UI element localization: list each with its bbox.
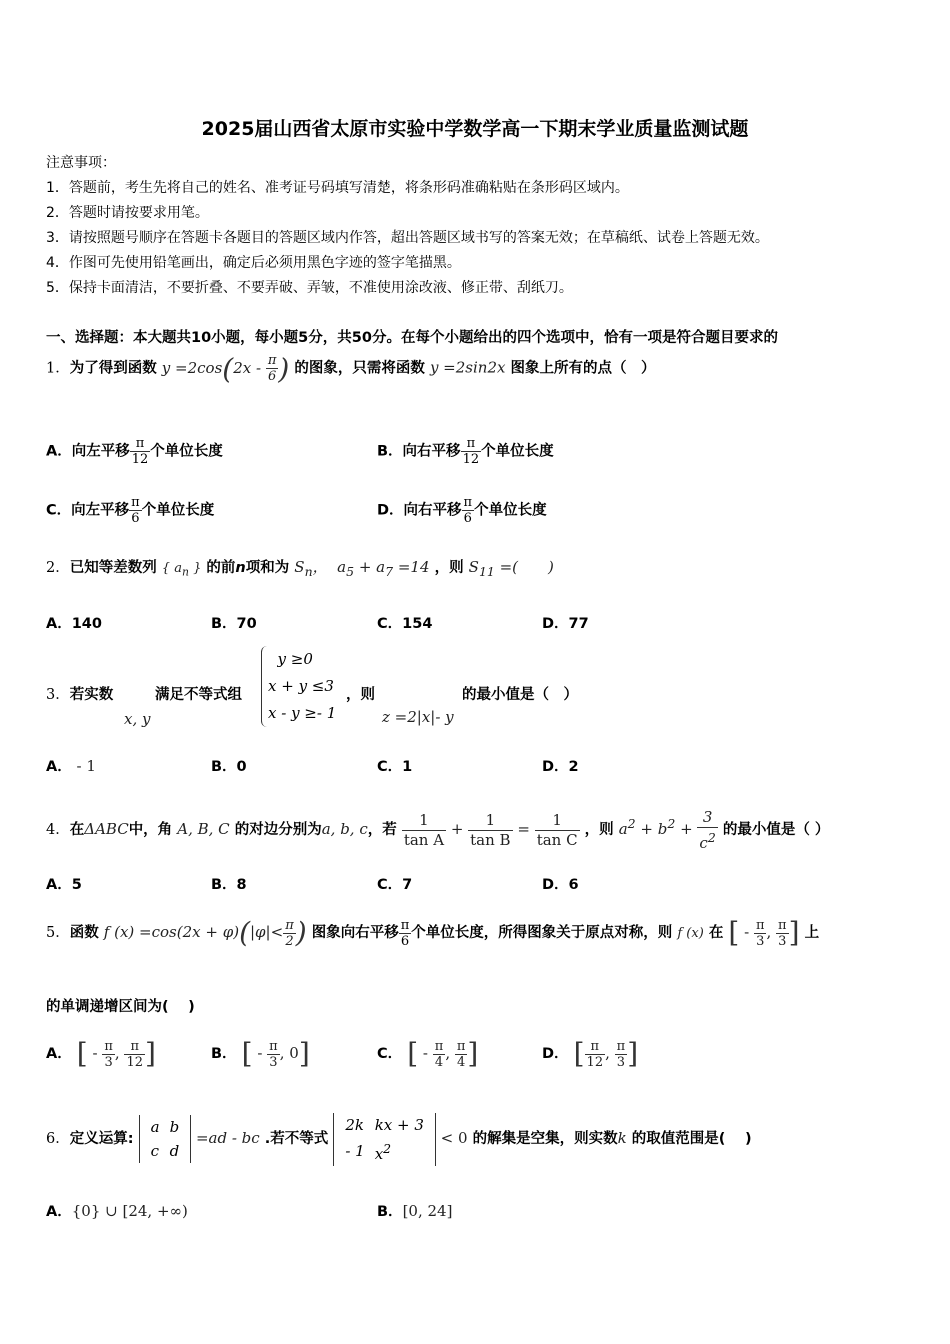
determinant: 2k kx + 3 - 1 $x^2$ xyxy=(333,1113,436,1166)
option-label: A． xyxy=(46,1204,72,1220)
option-label: D．向右平移 xyxy=(377,502,462,519)
question-text: ，若 xyxy=(367,822,397,838)
question-text: 在 xyxy=(69,822,85,838)
notes-heading: 注意事项： xyxy=(46,155,116,171)
question-text: 项和为 xyxy=(245,560,290,576)
option-c[interactable]: C．7 xyxy=(377,877,413,893)
question-number: 3． xyxy=(46,687,70,703)
option-text: 个单位长度 xyxy=(474,502,547,519)
formula: $\frac{1}{\text{tan A}}$ + $\frac{1}{\text{tan B}}$ = $\frac{1}{\text{tan C}}$ xyxy=(403,810,578,849)
formula: $S_n$， $a_5 + a_7 =14$ xyxy=(294,558,430,579)
question-text: 已知等差数列 xyxy=(69,560,157,576)
formula: $\frac{\pi}{6}$ xyxy=(400,917,410,949)
question-text: 的最小值是（ ） xyxy=(722,822,830,838)
question-number: 4． xyxy=(46,822,70,838)
question-2 xyxy=(46,556,554,579)
question-1 xyxy=(46,352,656,398)
question-text: n xyxy=(235,560,246,576)
question-text: 图象上所有的点（ ） xyxy=(510,360,656,377)
question-text: 的解集是空集，则实数 xyxy=(472,1131,618,1147)
question-3-text-a xyxy=(46,683,113,704)
formula: $\frac{\pi}{12}$ xyxy=(131,436,149,467)
question-text: 图象向右平移 xyxy=(311,925,399,941)
question-text: 为了得到函数 xyxy=(69,360,157,377)
option-d[interactable]: D． [ $\frac{\pi}{12}$ , $\frac{\pi}{3}$ ] xyxy=(542,1037,639,1070)
question-5 xyxy=(46,904,819,962)
question-text: 若实数 xyxy=(69,687,114,703)
formula: a, b, c xyxy=(321,820,368,838)
question-text: 个单位长度，所得图象关于原点对称，则 xyxy=(411,925,673,941)
option-c[interactable]: C．1 xyxy=(377,759,413,775)
option-d[interactable]: D．6 xyxy=(542,877,579,893)
question-text: .若不等式 xyxy=(264,1131,329,1147)
question-4 xyxy=(46,796,829,858)
formula: k xyxy=(617,1129,627,1147)
option-b[interactable] xyxy=(377,436,554,467)
formula: f (x) =cos(2x + φ)(|φ|< $\frac{\pi}{2}$ ) xyxy=(103,916,307,949)
option-label: A．向左平移 xyxy=(46,443,130,460)
question-text: 的前 xyxy=(206,560,236,576)
option-b[interactable]: B．0 xyxy=(211,759,247,775)
question-text: 满足不等式组 xyxy=(155,687,242,703)
option-label: D． xyxy=(542,1046,569,1062)
formula: $a^2 + b^2$ + $\frac{3}{c^2}$ xyxy=(618,807,716,852)
option-c[interactable] xyxy=(46,495,214,526)
question-text: 的图象，只需将函数 xyxy=(294,360,425,377)
note-item: 5．保持卡面清洁，不要折叠、不要弄破、弄皱，不准使用涂改液、修正带、刮纸刀。 xyxy=(46,280,573,296)
determinant: a b c d xyxy=(139,1115,192,1163)
option-a[interactable] xyxy=(46,436,223,467)
page-title: 2025届山西省太原市实验中学数学高一下期末学业质量监测试题 xyxy=(201,118,749,140)
formula: ΔABC xyxy=(84,820,129,838)
question-6 xyxy=(46,1112,752,1166)
option-label: C．向左平移 xyxy=(46,502,130,519)
option-a[interactable]: A．140 xyxy=(46,616,102,632)
question-text: ，则 xyxy=(346,687,375,703)
formula: < 0 xyxy=(435,1129,468,1147)
formula: z =2|x|- y xyxy=(382,708,454,726)
question-text: 函数 xyxy=(69,925,99,941)
note-item: 2．答题时请按要求用笔。 xyxy=(46,205,209,221)
option-a[interactable]: A．5 xyxy=(46,877,82,893)
question-text: 上 xyxy=(804,925,820,941)
question-number: 1． xyxy=(46,360,70,377)
question-text: 中，角 xyxy=(128,822,173,838)
option-a[interactable]: A．{0} ∪ [24, +∞) xyxy=(46,1202,188,1220)
option-b[interactable]: B．[0, 24] xyxy=(377,1202,453,1220)
question-text: ，则 xyxy=(434,560,464,576)
question-text: 的取值范围是( ) xyxy=(631,1131,752,1147)
section-heading: 一、选择题：本大题共10小题，每小题5分，共50分。在每个小题给出的四个选项中，恰有一项是符合题目要求的 xyxy=(46,330,778,346)
question-number: 5． xyxy=(46,925,70,941)
option-label: B．向右平移 xyxy=(377,443,461,460)
option-c[interactable]: C．154 xyxy=(377,616,433,632)
option-text: 个单位长度 xyxy=(150,443,223,460)
formula: y =2cos(2x - $\frac{\pi}{6}$ ) xyxy=(161,352,290,385)
formula: $\frac{\pi}{12}$ xyxy=(462,436,480,467)
formula: $\frac{\pi}{6}$ xyxy=(463,495,473,526)
formula: x, y xyxy=(124,710,151,728)
question-text: ，则 xyxy=(584,822,614,838)
option-a[interactable]: A． [ - $\frac{\pi}{3}$ , $\frac{\pi}{12}$ ] xyxy=(46,1037,156,1070)
option-label: A． xyxy=(46,759,72,775)
option-d[interactable] xyxy=(377,495,547,526)
inequality-system: y ≥0 x + y ≤3 x - y ≥- 1 xyxy=(261,646,336,727)
formula: $S_{11}$ =( ) xyxy=(468,558,554,579)
note-item: 4．作图可先使用铅笔画出，确定后必须用黑色字迹的签字笔描黑。 xyxy=(46,255,461,271)
question-text: 的单调递增区间为( ) xyxy=(46,999,195,1015)
question-text: 的对边分别为 xyxy=(234,822,322,838)
note-item: 3．请按照题号顺序在答题卡各题目的答题区域内作答，超出答题区域书写的答案无效；在草稿纸、试卷上答题无效。 xyxy=(46,230,769,246)
formula: { $a_n$ } xyxy=(161,561,202,579)
option-label: C． xyxy=(377,1046,403,1062)
formula: $\frac{\pi}{6}$ xyxy=(131,495,140,526)
formula: [ - $\frac{\pi}{3}$ , $\frac{\pi}{3}$ ] xyxy=(728,916,800,949)
option-c[interactable]: C． [ - $\frac{\pi}{4}$ , $\frac{\pi}{4}$ ] xyxy=(377,1037,479,1070)
option-label: B． xyxy=(377,1204,403,1220)
option-text: 个单位长度 xyxy=(141,502,215,519)
note-item: 1．答题前，考生先将自己的姓名、准考证号码填写清楚，将条形码准确粘贴在条形码区域内。 xyxy=(46,180,629,196)
formula: A, B, C xyxy=(177,820,230,838)
question-text: 在 xyxy=(708,925,724,941)
option-b[interactable]: B．8 xyxy=(211,877,247,893)
question-number: 6． xyxy=(46,1131,70,1147)
option-b[interactable]: B． [ - $\frac{\pi}{3}$ , 0] xyxy=(211,1037,310,1070)
option-text: 个单位长度 xyxy=(481,443,554,460)
question-text: 定义运算: xyxy=(69,1131,134,1147)
formula: =ad - bc xyxy=(191,1129,260,1147)
option-a[interactable]: A． - 1 xyxy=(46,757,96,775)
formula: y =2sin2x xyxy=(429,358,506,377)
option-d[interactable]: D．2 xyxy=(542,759,579,775)
option-d[interactable]: D．77 xyxy=(542,616,589,632)
option-label: B． xyxy=(211,1046,237,1062)
question-number: 2． xyxy=(46,560,70,576)
formula: f (x) xyxy=(677,926,704,941)
question-text: 的最小值是（ ） xyxy=(462,687,578,703)
option-label: A． xyxy=(46,1046,72,1062)
option-b[interactable]: B．70 xyxy=(211,616,257,632)
